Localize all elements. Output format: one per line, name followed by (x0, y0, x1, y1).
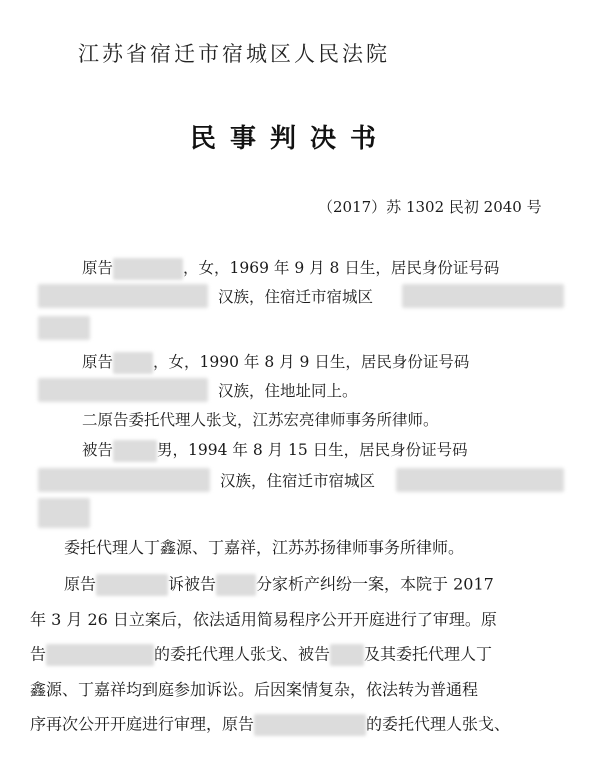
plaintiff-1-line-1 (82, 258, 499, 280)
redaction-block (38, 316, 90, 340)
body-line-1 (64, 574, 494, 596)
redaction-block (396, 468, 564, 492)
body-text: 告 (30, 644, 47, 664)
redaction-block (113, 258, 183, 280)
case-number: （2017）苏 1302 民初 2040 号 (318, 198, 542, 216)
body-text: 及其委托代理人丁 (364, 644, 493, 664)
body-line-5 (30, 714, 510, 736)
body-line-2: 年 3 月 26 日立案后，依法适用简易程序公开开庭进行了审理。原 (30, 610, 497, 629)
court-name: 江苏省宿迁市宿城区人民法院 (78, 42, 390, 66)
redaction-block (113, 440, 157, 462)
document-title: 民事判决书 (190, 124, 391, 154)
defendant-line-1 (82, 440, 468, 462)
redaction-block (402, 284, 564, 308)
plaintiff-2-address: 汉族，住地址同上。 (218, 382, 358, 400)
redaction-block (38, 468, 210, 492)
plaintiff-2-info: ，女，1990 年 8 月 9 日生，居民身份证号码 (153, 353, 470, 371)
redaction-block (38, 378, 208, 402)
plaintiff-agent: 二原告委托代理人张戈，江苏宏亮律师事务所律师。 (82, 411, 439, 429)
defendant-info: 男，1994 年 8 月 15 日生，居民身份证号码 (157, 441, 468, 459)
redaction-block (330, 644, 364, 666)
plaintiff-1-label: 原告 (82, 259, 114, 277)
plaintiff-1-address: 汉族，住宿迁市宿城区 (218, 288, 374, 306)
redaction-block (96, 574, 168, 596)
body-line-3 (30, 644, 492, 666)
plaintiff-1-info: ，女，1969 年 9 月 8 日生，居民身份证号码 (183, 259, 500, 277)
body-text: 原告 (64, 574, 97, 594)
redaction-block (38, 284, 208, 308)
redaction-block (254, 714, 366, 736)
redaction-block (38, 498, 90, 528)
body-text: 的委托代理人张戈、被告 (154, 644, 331, 664)
redaction-block (216, 574, 256, 596)
body-text: 分家析产纠纷一案，本院于 2017 (256, 574, 494, 594)
body-text: 的委托代理人张戈、 (366, 714, 511, 734)
plaintiff-2-label: 原告 (82, 353, 114, 371)
redaction-block (113, 352, 153, 374)
defendant-address: 汉族，住宿迁市宿城区 (220, 472, 376, 490)
defendant-label: 被告 (82, 441, 114, 459)
body-text: 诉被告 (168, 574, 217, 594)
redaction-block (46, 644, 154, 666)
body-line-4: 鑫源、丁嘉祥均到庭参加诉讼。后因案情复杂，依法转为普通程 (30, 680, 479, 699)
defendant-agent: 委托代理人丁鑫源、丁嘉祥，江苏苏扬律师事务所律师。 (64, 538, 465, 557)
body-text: 序再次公开开庭进行审理，原告 (30, 714, 255, 734)
plaintiff-2-line-1 (82, 352, 469, 374)
